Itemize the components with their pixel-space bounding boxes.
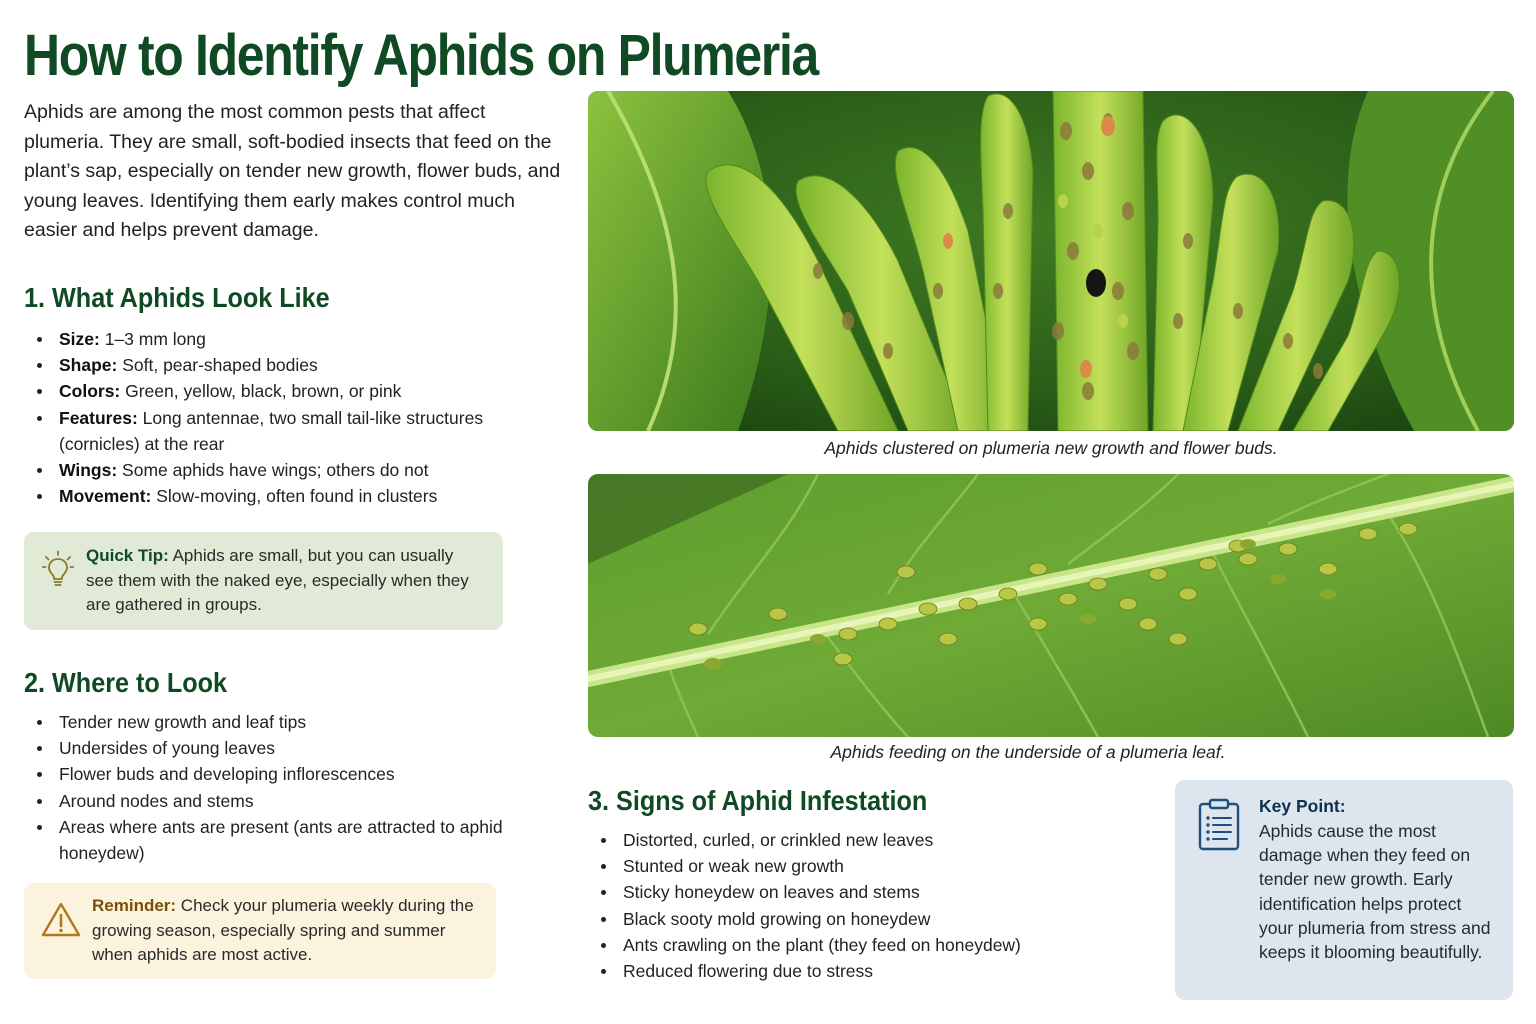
list-item: Areas where ants are present (ants are attracted to aphid honeydew) — [59, 814, 529, 866]
key-point-title: Key Point: — [1259, 796, 1346, 816]
reminder-text: Reminder: Check your plumeria weekly during the growing season, especially spring and summer when aphids are most active. — [92, 896, 474, 964]
quick-tip-text: Quick Tip: Aphids are small, but you can usually see them with the naked eye, especially when they are gathered in groups. — [86, 546, 469, 614]
clipboard-icon — [1197, 798, 1241, 852]
list-item: Distorted, curled, or crinkled new leaves — [623, 827, 1183, 853]
section-heading-where: 2. Where to Look — [24, 667, 228, 698]
list-item: Size: 1–3 mm long — [59, 326, 529, 352]
list-item: Tender new growth and leaf tips — [59, 709, 529, 735]
quick-tip-box — [24, 532, 503, 630]
list-item: Wings: Some aphids have wings; others do not — [59, 457, 529, 483]
key-point-text: Aphids cause the most damage when they feed on tender new growth. Early identification helps protect your plumeria from stress and keeps it blooming beautifully. — [1259, 821, 1491, 963]
list-item: Ants crawling on the plant (they feed on honeydew) — [623, 932, 1183, 958]
list-item: Black sooty mold growing on honeydew — [623, 906, 1183, 932]
list-item: Movement: Slow-moving, often found in clusters — [59, 483, 529, 509]
appearance-list — [24, 326, 529, 509]
section-heading-appearance: 1. What Aphids Look Like — [24, 282, 330, 313]
list-item: Features: Long antennae, two small tail-like structures (cornicles) at the rear — [59, 405, 529, 457]
intro-paragraph: Aphids are among the most common pests that affect plumeria. They are small, soft-bodied insects that feed on the plant’s sap, especially on tender new growth, flower buds, and young leaves. Identifying them early makes control much easier and helps prevent damage. — [24, 101, 561, 241]
list-item: Sticky honeydew on leaves and stems — [623, 879, 1183, 905]
page-title: How to Identify Aphids on Plumeria — [24, 23, 818, 88]
signs-list — [588, 827, 1183, 984]
list-item: Stunted or weak new growth — [623, 853, 1183, 879]
photo-caption-buds: Aphids clustered on plumeria new growth and flower buds. — [824, 438, 1278, 458]
list-item: Undersides of young leaves — [59, 735, 529, 761]
lightbulb-icon — [42, 550, 74, 590]
aphids-buds-photo — [588, 91, 1514, 431]
warning-icon — [40, 901, 82, 939]
aphids-leaf-photo — [588, 474, 1514, 737]
list-item: Colors: Green, yellow, black, brown, or pink — [59, 378, 529, 404]
photo-caption-leaf: Aphids feeding on the underside of a plumeria leaf. — [830, 742, 1226, 762]
list-item: Flower buds and developing inflorescences — [59, 761, 529, 787]
list-item: Shape: Soft, pear-shaped bodies — [59, 352, 529, 378]
key-point-box — [1175, 780, 1513, 1000]
list-item: Reduced flowering due to stress — [623, 958, 1183, 984]
section-heading-signs: 3. Signs of Aphid Infestation — [588, 785, 928, 816]
where-list — [24, 709, 529, 866]
list-item: Around nodes and stems — [59, 788, 529, 814]
reminder-box — [24, 883, 496, 979]
